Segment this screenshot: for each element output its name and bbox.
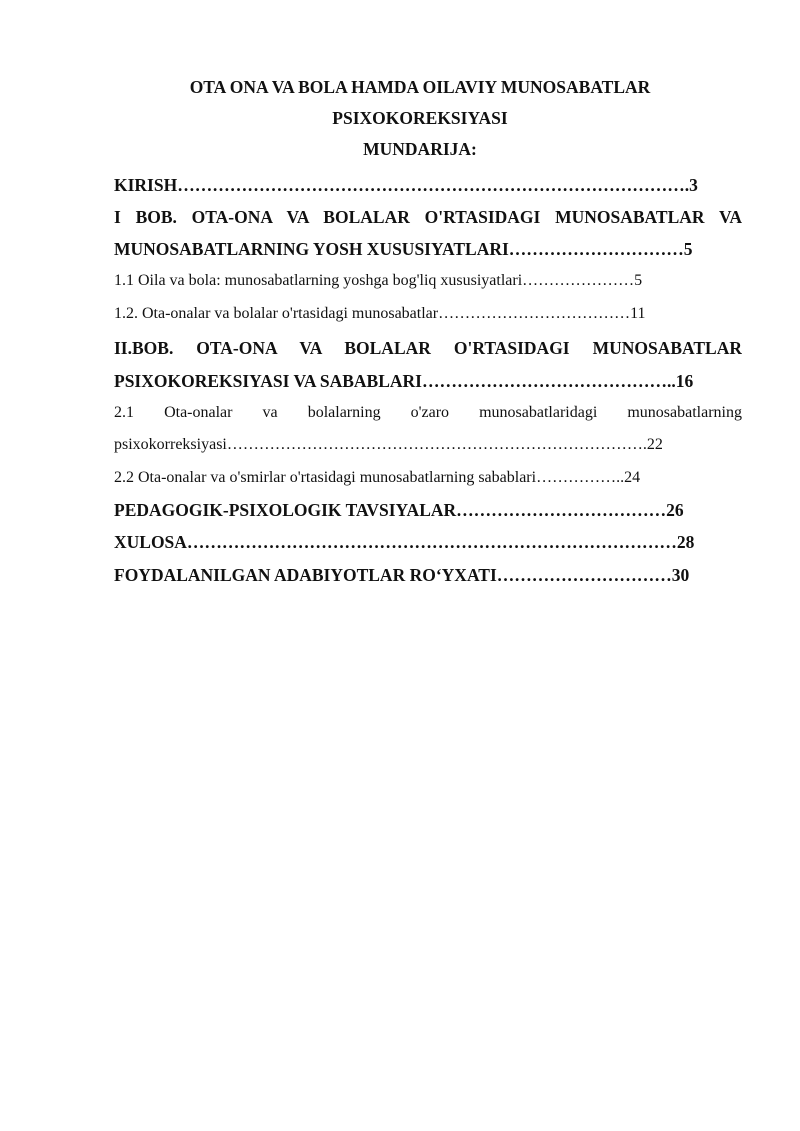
toc-entry-references: FOYDALANILGAN ADABIYOTLAR RO‘YXATI…………………………30	[114, 565, 690, 585]
toc-entry-section-2-1-line2: psixokorreksiyasi…………………………………………………………………….22	[114, 436, 663, 453]
toc-entry-kirish: KIRISH…………………………………………………………………………….3	[114, 175, 698, 195]
toc-entry-chapter1-line2: MUNOSABATLARNING YOSH XUSUSIYATLARI…………………………5	[114, 239, 693, 259]
toc-entry-chapter1-line1: I BOB. OTA-ONA VA BOLALAR O'RTASIDAGI MUNOSABATLAR VA	[114, 207, 742, 227]
toc-heading: MUNDARIJA:	[363, 139, 477, 159]
toc-entry-section-2-2: 2.2 Ota-onalar va o'smirlar o'rtasidagi munosabatlarning sabablari……………..24	[114, 469, 641, 486]
toc-entry-chapter2-line1: II.BOB. OTA-ONA VA BOLALAR O'RTASIDAGI MUNOSABATLAR	[114, 338, 742, 358]
toc-entry-section-1-1: 1.1 Oila va bola: munosabatlarning yoshga bog'liq xususiyatlari…………………5	[114, 272, 643, 289]
toc-entry-chapter2-line2: PSIXOKOREKSIYASI VA SABABLARI……………………………………..16	[114, 371, 694, 391]
toc-entry-conclusion: XULOSA…………………………………………………………………………28	[114, 532, 695, 552]
document-title-line2: PSIXOKOREKSIYASI	[332, 108, 508, 128]
toc-entry-section-1-2: 1.2. Ota-onalar va bolalar o'rtasidagi munosabatlar………………………………11	[114, 305, 646, 322]
toc-entry-recommendations: PEDAGOGIK-PSIXOLOGIK TAVSIYALAR………………………………26	[114, 500, 684, 520]
document-title-line1: OTA ONA VA BOLA HAMDA OILAVIY MUNOSABATLAR	[189, 77, 651, 97]
toc-entry-section-2-1-line1: 2.1 Ota-onalar va bolalarning o'zaro munosabatlaridagi munosabatlarning	[114, 404, 742, 421]
